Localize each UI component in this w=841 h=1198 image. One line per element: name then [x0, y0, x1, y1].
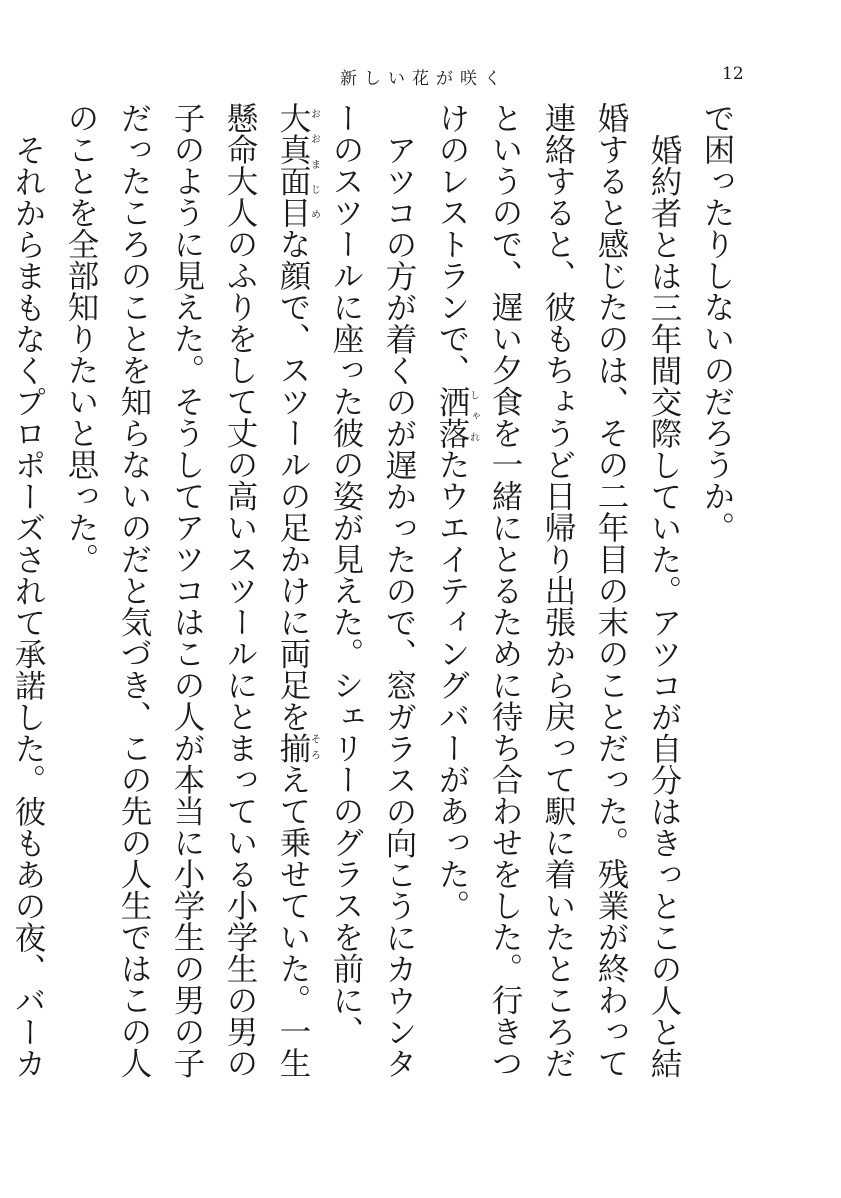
- text-run: それからまもなくプロポーズされて承諾した。彼もあの夜、バーカ: [10, 133, 46, 1079]
- ruby-annotation: [275, 732, 320, 764]
- paragraph: [54, 102, 425, 1108]
- paragraph: [0, 102, 54, 1108]
- ruby-annotation: [275, 102, 320, 228]
- ruby-reading: おおまじめ: [308, 102, 320, 228]
- ruby-reading: しゃれ: [467, 385, 479, 449]
- text-run: アツコの方が着くのが遅かったので、窓ガラスの向こうにカウンターのスツールに座った彼の姿が見えた。シェリーのグラスを前に、: [328, 102, 417, 1079]
- text-run: たウエイティングバーがあった。: [434, 448, 470, 921]
- text-run: えて乗せていた。一生懸命大人のふりをして丈の高いスツールにとまっている小学生の男の子のように見えた。そうしてアツコはこの人が本当に小学生の男の子だったころのことを知らないのだと気づき、この先の人生ではこの人のことを全部知りたいと思った。: [63, 102, 311, 1079]
- page-number: 12: [722, 64, 744, 84]
- text-run: で困ったりしないのだろうか。: [699, 102, 735, 543]
- page-header: [0, 60, 841, 90]
- ruby-base: 大真面目: [275, 102, 311, 228]
- paragraph: [425, 102, 690, 1108]
- paragraph: [690, 102, 743, 1108]
- running-title: 新しい花が咲く: [340, 69, 508, 89]
- ruby-base: 揃: [275, 732, 311, 764]
- ruby-reading: そろ: [308, 732, 320, 764]
- text-run: な顔で、スツールの足かけに両足を: [275, 228, 311, 732]
- ruby-base: 洒落: [434, 385, 470, 449]
- vertical-body-text: [10, 102, 743, 1108]
- ruby-annotation: [434, 385, 479, 449]
- text-run: 婚約者とは三年間交際していた。アツコが自分はきっとこの人と結婚すると感じたのは、その二年目の末のことだった。残業が終わって連絡すると、彼もちょうど日帰り出張から戻って駅に着いたところだというので、遅い夕食を一緒にとるために待ち合わせをした。行きつけのレストランで、: [434, 102, 682, 1079]
